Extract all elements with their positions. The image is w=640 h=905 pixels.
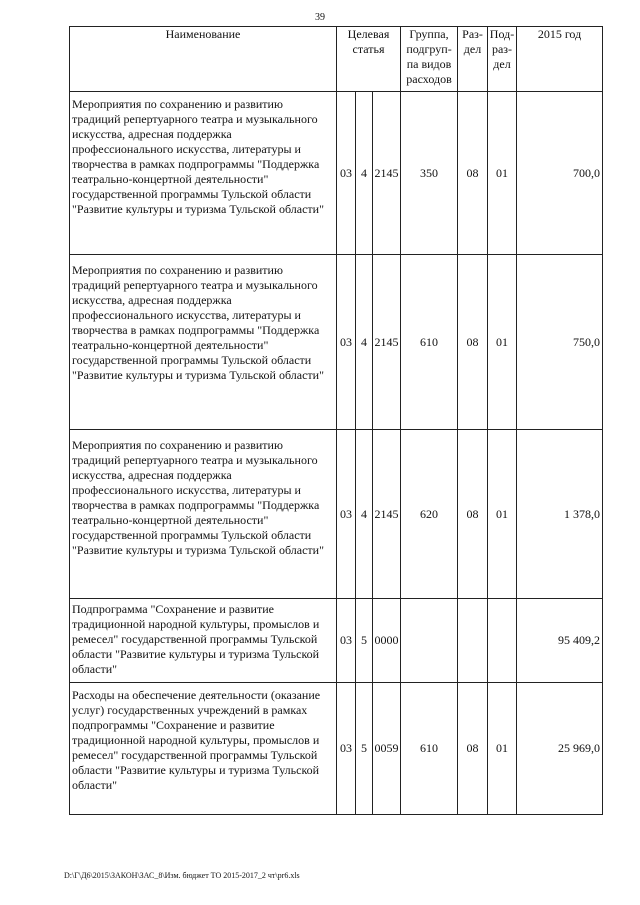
- row-target-program: 03: [337, 255, 356, 430]
- row-target-code: 2145: [373, 255, 401, 430]
- table-header-row: [70, 27, 603, 92]
- row-amount: 25 969,0: [517, 683, 603, 815]
- row-target-subprogram: 4: [356, 430, 373, 599]
- row-target-program: 03: [337, 683, 356, 815]
- row-target-program: 03: [337, 430, 356, 599]
- row-section: 08: [458, 255, 488, 430]
- header-year-2015: 2015 год: [517, 27, 603, 92]
- row-expense-group: 610: [401, 683, 458, 815]
- row-target-subprogram: 4: [356, 92, 373, 255]
- table-row: [70, 683, 603, 815]
- row-subsection: 01: [488, 92, 517, 255]
- budget-table: [69, 26, 603, 815]
- row-name: Подпрограмма "Сохранение и развитие традиционной народной культуры, промыслов и ремесел" государственной программы Тульской области "Развитие культуры и туризма Тульской области": [70, 599, 337, 683]
- row-target-code: 0000: [373, 599, 401, 683]
- row-name: Мероприятия по сохранению и развитию традиций репертуарного театра и музыкального искусства, адресная поддержка профессионального искусства, литературы и творчества в рамках подпрограммы "Поддержка театрально-концертной деятельности" государственной программы Тульской области "Развитие культуры и туризма Тульской области": [70, 92, 337, 255]
- table-row: [70, 255, 603, 430]
- header-name: Наименование: [70, 27, 337, 92]
- row-section: 08: [458, 683, 488, 815]
- row-section: 08: [458, 92, 488, 255]
- table-row: [70, 92, 603, 255]
- row-target-code: 2145: [373, 430, 401, 599]
- row-target-program: 03: [337, 92, 356, 255]
- row-section: [458, 599, 488, 683]
- footer-file-path: D:\Г\Д6\2015\ЗАКОН\ЗАС_8\Изм. бюджет ТО 2015-2017_2 чт\pr6.xls: [64, 871, 300, 880]
- row-target-subprogram: 5: [356, 683, 373, 815]
- row-subsection: [488, 599, 517, 683]
- row-expense-group: [401, 599, 458, 683]
- header-expense-group: Группа, подгруп- па видов расходов: [401, 27, 458, 92]
- row-expense-group: 620: [401, 430, 458, 599]
- row-subsection: 01: [488, 430, 517, 599]
- row-name: Расходы на обеспечение деятельности (оказание услуг) государственных учреждений в рамках подпрограммы "Сохранение и развитие традиционной народной культуры, промыслов и ремесел" государственной программы Тульской области "Развитие культуры и туризма Тульской области": [70, 683, 337, 815]
- row-target-code: 2145: [373, 92, 401, 255]
- row-target-subprogram: 4: [356, 255, 373, 430]
- row-target-subprogram: 5: [356, 599, 373, 683]
- row-expense-group: 350: [401, 92, 458, 255]
- table-row: [70, 599, 603, 683]
- row-name: Мероприятия по сохранению и развитию традиций репертуарного театра и музыкального искусства, адресная поддержка профессионального искусства, литературы и творчества в рамках подпрограммы "Поддержка театрально-концертной деятельности" государственной программы Тульской области "Развитие культуры и туризма Тульской области": [70, 430, 337, 599]
- row-subsection: 01: [488, 255, 517, 430]
- header-subsection: Под- раз- дел: [488, 27, 517, 92]
- row-amount: 1 378,0: [517, 430, 603, 599]
- row-target-program: 03: [337, 599, 356, 683]
- page-number: 39: [315, 12, 325, 23]
- row-section: 08: [458, 430, 488, 599]
- row-expense-group: 610: [401, 255, 458, 430]
- header-section: Раз- дел: [458, 27, 488, 92]
- row-name: Мероприятия по сохранению и развитию традиций репертуарного театра и музыкального искусства, адресная поддержка профессионального искусства, литературы и творчества в рамках подпрограммы "Поддержка театрально-концертной деятельности" государственной программы Тульской области "Развитие культуры и туризма Тульской области": [70, 255, 337, 430]
- row-subsection: 01: [488, 683, 517, 815]
- row-amount: 750,0: [517, 255, 603, 430]
- header-target-article: Целевая статья: [337, 27, 401, 92]
- row-amount: 700,0: [517, 92, 603, 255]
- table-row: [70, 430, 603, 599]
- row-target-code: 0059: [373, 683, 401, 815]
- row-amount: 95 409,2: [517, 599, 603, 683]
